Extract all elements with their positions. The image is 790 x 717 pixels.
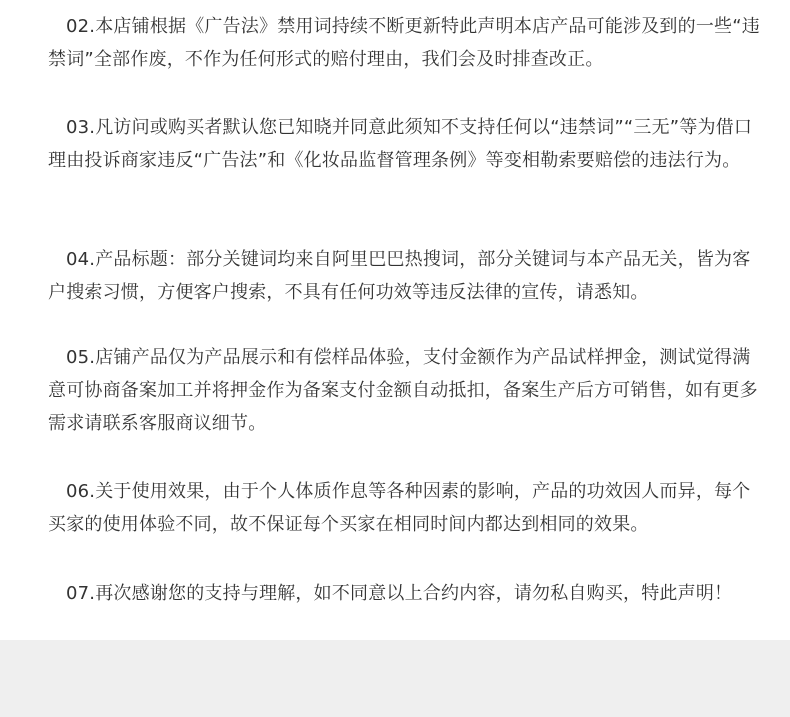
notice-02: 02.本店铺根据《广告法》禁用词持续不断更新特此声明本店产品可能涉及到的一些“违禁词”全部作废，不作为任何形式的赔付理由，我们会及时排查改正。: [48, 16, 760, 70]
notice-03: 03.凡访问或购买者默认您已知晓并同意此须知不支持任何以“违禁词”“三无”等为借口理由投诉商家违反“广告法”和《化妆品监督管理条例》等变相勒索要赔偿的违法行为。: [48, 117, 753, 171]
notice-04: 04.产品标题：部分关键词均来自阿里巴巴热搜词，部分关键词与本产品无关，皆为客户搜索习惯，方便客户搜索，不具有任何功效等违反法律的宣传，请悉知。: [48, 249, 751, 303]
notice-06: 06.关于使用效果，由于个人体质作息等各种因素的影响，产品的功效因人而异，每个买家的使用体验不同，故不保证每个买家在相同时间内都达到相同的效果。: [48, 481, 751, 535]
footer-band: [0, 640, 790, 717]
notice-05: 05.店铺产品仅为产品展示和有偿样品体验，支付金额作为产品试样押金，测试觉得满意可协商备案加工并将押金作为备案支付金额自动抵扣，备案生产后方可销售，如有更多需求请联系客服商议细节。: [48, 347, 758, 434]
notice-07: 07.再次感谢您的支持与理解，如不同意以上合约内容，请勿私自购买，特此声明！: [66, 583, 733, 604]
